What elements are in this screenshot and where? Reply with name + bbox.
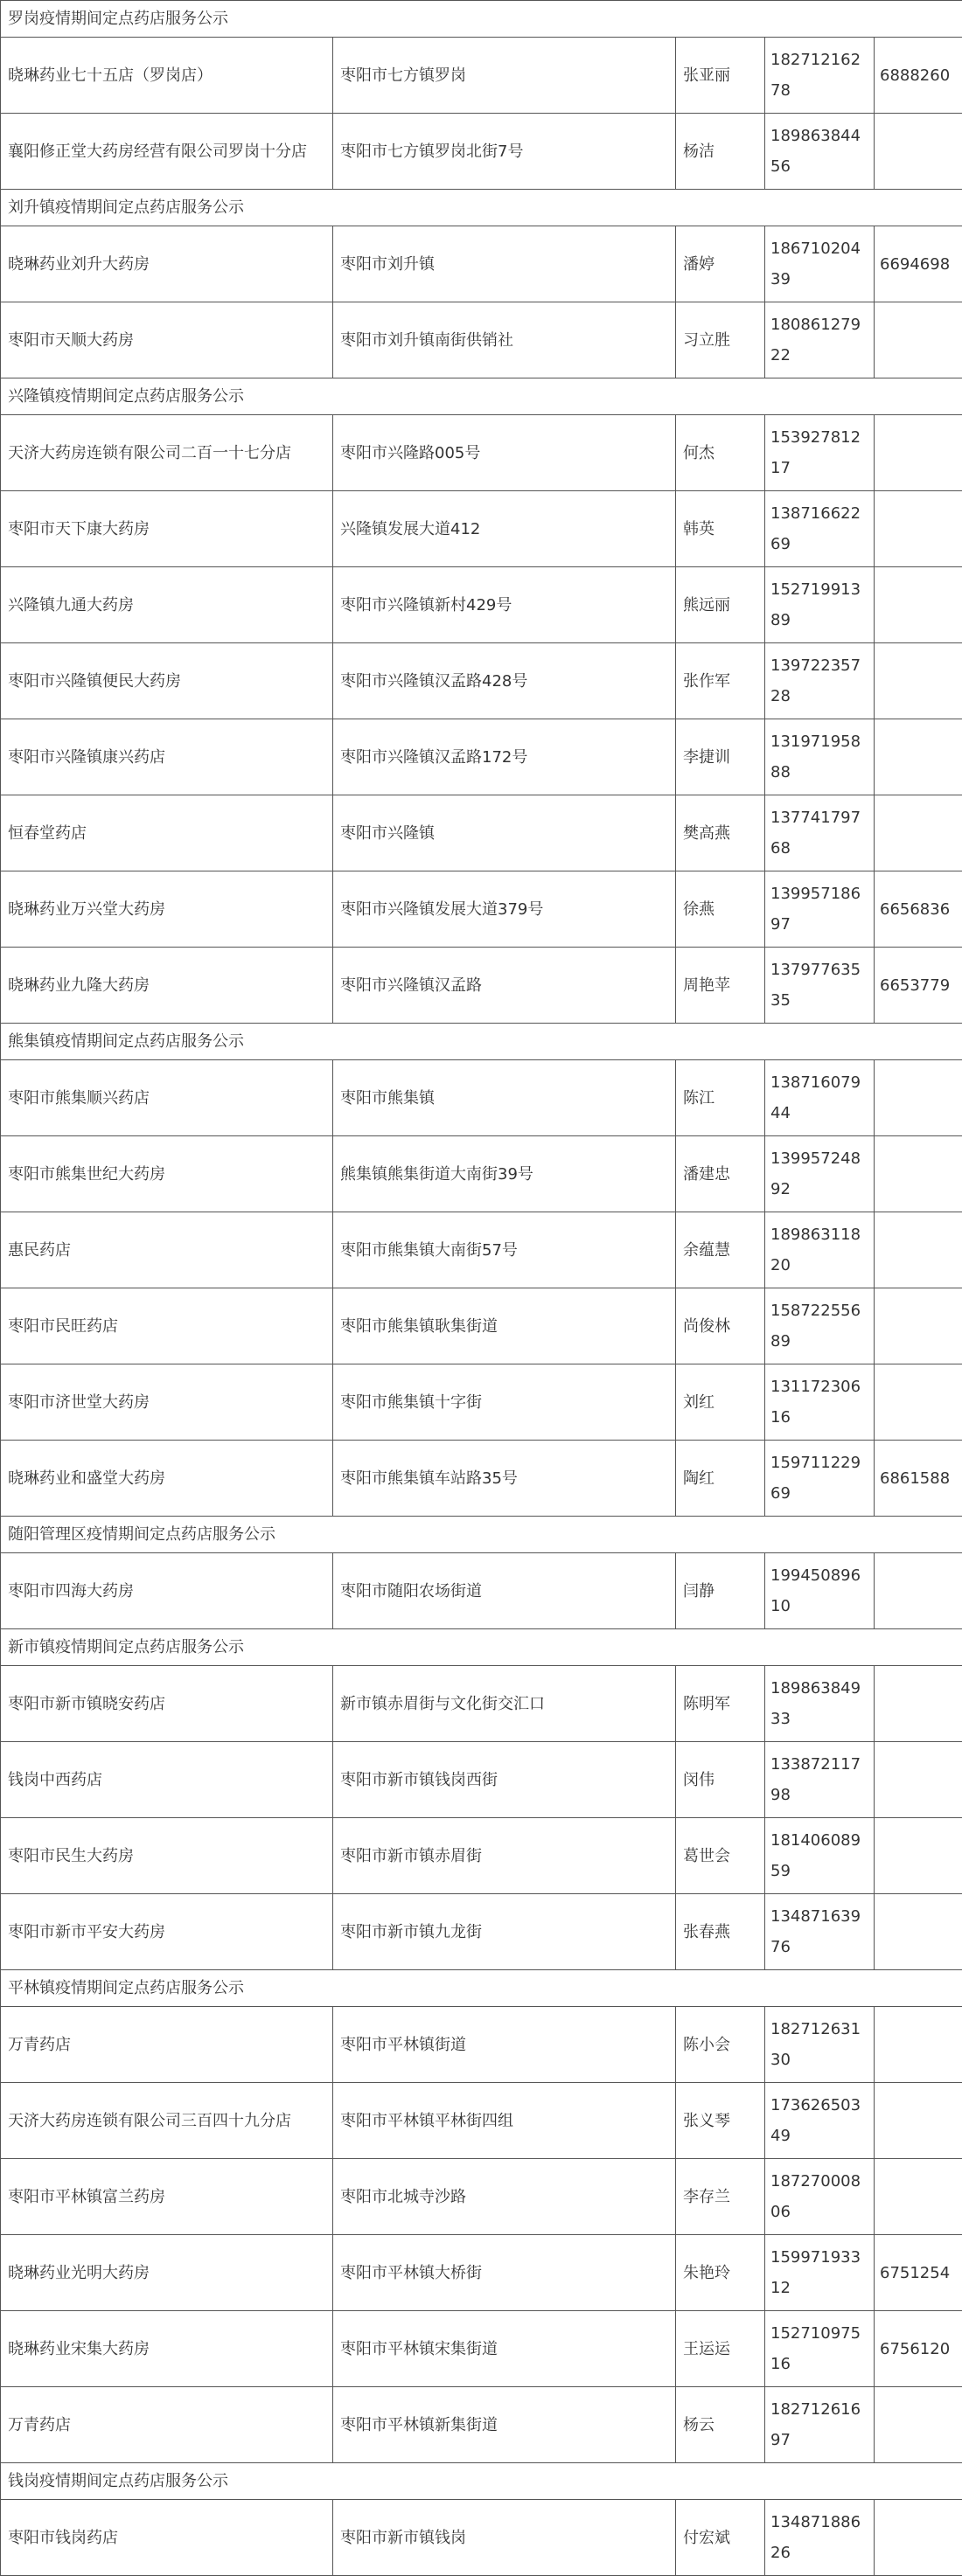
contact-person-cell: 陈明军	[676, 1666, 765, 1742]
landline-phone-cell	[875, 643, 962, 719]
landline-phone-cell: 6653779	[875, 948, 962, 1024]
contact-person-cell: 闵伟	[676, 1742, 765, 1818]
contact-person-cell: 周艳苹	[676, 948, 765, 1024]
pharmacy-name-cell: 晓琳药业九隆大药房	[1, 948, 333, 1024]
mobile-phone-cell: 13487188626	[765, 2500, 875, 2576]
pharmacy-name-cell: 恒春堂药店	[1, 795, 333, 871]
mobile-phone-cell: 19945089610	[765, 1553, 875, 1629]
pharmacy-name-cell: 枣阳市平林镇富兰药房	[1, 2159, 333, 2235]
contact-person-cell: 陶红	[676, 1441, 765, 1517]
mobile-phone-cell: 18986384933	[765, 1666, 875, 1742]
mobile-phone-cell: 18271261697	[765, 2387, 875, 2463]
landline-phone-cell: 6656836	[875, 871, 962, 948]
address-cell: 枣阳市熊集镇耿集街道	[333, 1288, 676, 1364]
landline-phone-cell	[875, 2387, 962, 2463]
pharmacy-table-body	[1, 1, 962, 2576]
address-cell: 枣阳市七方镇罗岗	[333, 38, 676, 114]
contact-person-cell: 刘红	[676, 1364, 765, 1441]
table-row	[1, 226, 962, 302]
landline-phone-cell: 6756120	[875, 2311, 962, 2387]
pharmacy-name-cell: 钱岗中西药店	[1, 1742, 333, 1818]
mobile-phone-cell: 15997193312	[765, 2235, 875, 2311]
contact-person-cell: 习立胜	[676, 302, 765, 378]
address-cell: 枣阳市新市镇九龙街	[333, 1894, 676, 1970]
contact-person-cell: 张春燕	[676, 1894, 765, 1970]
contact-person-cell: 潘建忠	[676, 1136, 765, 1212]
contact-person-cell: 葛世会	[676, 1818, 765, 1894]
table-row	[1, 302, 962, 378]
mobile-phone-cell: 18727000806	[765, 2159, 875, 2235]
section-title: 新市镇疫情期间定点药店服务公示	[1, 1629, 962, 1666]
mobile-phone-cell: 15271991389	[765, 567, 875, 643]
landline-phone-cell: 6751254	[875, 2235, 962, 2311]
mobile-phone-cell: 18086127922	[765, 302, 875, 378]
table-row	[1, 1894, 962, 1970]
pharmacy-name-cell: 晓琳药业万兴堂大药房	[1, 871, 333, 948]
contact-person-cell: 杨洁	[676, 114, 765, 190]
landline-phone-cell	[875, 415, 962, 491]
address-cell: 枣阳市兴隆镇汉孟路428号	[333, 643, 676, 719]
landline-phone-cell	[875, 1742, 962, 1818]
table-row	[1, 1288, 962, 1364]
pharmacy-name-cell: 晓琳药业光明大药房	[1, 2235, 333, 2311]
mobile-phone-cell: 18271263130	[765, 2007, 875, 2083]
section-header-row	[1, 190, 962, 226]
pharmacy-name-cell: 枣阳市天下康大药房	[1, 491, 333, 567]
mobile-phone-cell: 13972235728	[765, 643, 875, 719]
table-row	[1, 2500, 962, 2576]
table-row	[1, 2311, 962, 2387]
section-title: 刘升镇疫情期间定点药店服务公示	[1, 190, 962, 226]
landline-phone-cell	[875, 1060, 962, 1136]
contact-person-cell: 张亚丽	[676, 38, 765, 114]
mobile-phone-cell: 13871607944	[765, 1060, 875, 1136]
contact-person-cell: 李存兰	[676, 2159, 765, 2235]
address-cell: 枣阳市新市镇钱岗西街	[333, 1742, 676, 1818]
pharmacy-name-cell: 枣阳市熊集世纪大药房	[1, 1136, 333, 1212]
address-cell: 枣阳市兴隆镇汉孟路	[333, 948, 676, 1024]
landline-phone-cell	[875, 2083, 962, 2159]
address-cell: 枣阳市熊集镇车站路35号	[333, 1441, 676, 1517]
section-title: 随阳管理区疫情期间定点药店服务公示	[1, 1517, 962, 1553]
address-cell: 枣阳市新市镇钱岗	[333, 2500, 676, 2576]
address-cell: 枣阳市兴隆镇	[333, 795, 676, 871]
address-cell: 枣阳市兴隆镇发展大道379号	[333, 871, 676, 948]
table-row	[1, 2387, 962, 2463]
pharmacy-name-cell: 天济大药房连锁有限公司二百一十七分店	[1, 415, 333, 491]
table-row	[1, 567, 962, 643]
table-row	[1, 1441, 962, 1517]
table-row	[1, 1666, 962, 1742]
address-cell: 枣阳市新市镇赤眉街	[333, 1818, 676, 1894]
mobile-phone-cell: 18986311820	[765, 1212, 875, 1288]
section-header-row	[1, 378, 962, 415]
contact-person-cell: 何杰	[676, 415, 765, 491]
address-cell: 枣阳市兴隆镇新村429号	[333, 567, 676, 643]
mobile-phone-cell: 18140608959	[765, 1818, 875, 1894]
pharmacy-name-cell: 枣阳市新市平安大药房	[1, 1894, 333, 1970]
table-row	[1, 1060, 962, 1136]
contact-person-cell: 樊高燕	[676, 795, 765, 871]
mobile-phone-cell: 18271216278	[765, 38, 875, 114]
section-header-row	[1, 1517, 962, 1553]
table-row	[1, 643, 962, 719]
table-row	[1, 415, 962, 491]
landline-phone-cell	[875, 1136, 962, 1212]
section-title: 兴隆镇疫情期间定点药店服务公示	[1, 378, 962, 415]
landline-phone-cell	[875, 2500, 962, 2576]
pharmacy-name-cell: 枣阳市民旺药店	[1, 1288, 333, 1364]
contact-person-cell: 杨云	[676, 2387, 765, 2463]
pharmacy-name-cell: 枣阳市熊集顺兴药店	[1, 1060, 333, 1136]
table-row	[1, 1553, 962, 1629]
contact-person-cell: 闫静	[676, 1553, 765, 1629]
mobile-phone-cell: 18671020439	[765, 226, 875, 302]
address-cell: 枣阳市刘升镇南街供销社	[333, 302, 676, 378]
contact-person-cell: 韩英	[676, 491, 765, 567]
mobile-phone-cell: 17362650349	[765, 2083, 875, 2159]
section-title: 钱岗疫情期间定点药店服务公示	[1, 2463, 962, 2500]
table-row	[1, 2159, 962, 2235]
landline-phone-cell	[875, 567, 962, 643]
pharmacy-name-cell: 枣阳市四海大药房	[1, 1553, 333, 1629]
table-row	[1, 1742, 962, 1818]
mobile-phone-cell: 13995724892	[765, 1136, 875, 1212]
contact-person-cell: 张作军	[676, 643, 765, 719]
mobile-phone-cell: 18986384456	[765, 114, 875, 190]
table-row	[1, 38, 962, 114]
landline-phone-cell	[875, 1553, 962, 1629]
address-cell: 枣阳市平林镇街道	[333, 2007, 676, 2083]
address-cell: 枣阳市平林镇大桥街	[333, 2235, 676, 2311]
mobile-phone-cell: 15872255689	[765, 1288, 875, 1364]
section-title: 罗岗疫情期间定点药店服务公示	[1, 1, 962, 38]
contact-person-cell: 王运运	[676, 2311, 765, 2387]
address-cell: 枣阳市平林镇宋集街道	[333, 2311, 676, 2387]
section-title: 熊集镇疫情期间定点药店服务公示	[1, 1024, 962, 1060]
landline-phone-cell: 6861588	[875, 1441, 962, 1517]
table-row	[1, 2083, 962, 2159]
mobile-phone-cell: 13197195888	[765, 719, 875, 795]
landline-phone-cell	[875, 1894, 962, 1970]
address-cell: 兴隆镇发展大道412	[333, 491, 676, 567]
table-row	[1, 1364, 962, 1441]
table-row	[1, 871, 962, 948]
mobile-phone-cell: 15271097516	[765, 2311, 875, 2387]
pharmacy-name-cell: 枣阳市兴隆镇康兴药店	[1, 719, 333, 795]
mobile-phone-cell: 13117230616	[765, 1364, 875, 1441]
mobile-phone-cell: 13774179768	[765, 795, 875, 871]
address-cell: 新市镇赤眉街与文化街交汇口	[333, 1666, 676, 1742]
contact-person-cell: 李捷训	[676, 719, 765, 795]
mobile-phone-cell: 15971122969	[765, 1441, 875, 1517]
landline-phone-cell: 6694698	[875, 226, 962, 302]
pharmacy-name-cell: 天济大药房连锁有限公司三百四十九分店	[1, 2083, 333, 2159]
pharmacy-name-cell: 枣阳市钱岗药店	[1, 2500, 333, 2576]
pharmacy-name-cell: 万青药店	[1, 2007, 333, 2083]
landline-phone-cell	[875, 719, 962, 795]
mobile-phone-cell: 13995718697	[765, 871, 875, 948]
landline-phone-cell	[875, 1666, 962, 1742]
table-row	[1, 2007, 962, 2083]
table-row	[1, 1136, 962, 1212]
mobile-phone-cell: 13487163976	[765, 1894, 875, 1970]
pharmacy-name-cell: 兴隆镇九通大药房	[1, 567, 333, 643]
contact-person-cell: 朱艳玲	[676, 2235, 765, 2311]
table-row	[1, 491, 962, 567]
contact-person-cell: 熊远丽	[676, 567, 765, 643]
contact-person-cell: 余蕴慧	[676, 1212, 765, 1288]
address-cell: 枣阳市熊集镇大南街57号	[333, 1212, 676, 1288]
mobile-phone-cell: 13387211798	[765, 1742, 875, 1818]
address-cell: 枣阳市刘升镇	[333, 226, 676, 302]
landline-phone-cell	[875, 1212, 962, 1288]
section-header-row	[1, 1024, 962, 1060]
address-cell: 枣阳市北城寺沙路	[333, 2159, 676, 2235]
address-cell: 枣阳市随阳农场街道	[333, 1553, 676, 1629]
landline-phone-cell	[875, 114, 962, 190]
address-cell: 枣阳市熊集镇	[333, 1060, 676, 1136]
table-row	[1, 2235, 962, 2311]
contact-person-cell: 付宏斌	[676, 2500, 765, 2576]
contact-person-cell: 尚俊林	[676, 1288, 765, 1364]
pharmacy-name-cell: 襄阳修正堂大药房经营有限公司罗岗十分店	[1, 114, 333, 190]
landline-phone-cell	[875, 491, 962, 567]
pharmacy-name-cell: 枣阳市民生大药房	[1, 1818, 333, 1894]
landline-phone-cell	[875, 1288, 962, 1364]
section-header-row	[1, 1629, 962, 1666]
contact-person-cell: 徐燕	[676, 871, 765, 948]
section-title: 平林镇疫情期间定点药店服务公示	[1, 1970, 962, 2007]
pharmacy-name-cell: 晓琳药业刘升大药房	[1, 226, 333, 302]
landline-phone-cell	[875, 795, 962, 871]
mobile-phone-cell: 13871662269	[765, 491, 875, 567]
section-header-row	[1, 1, 962, 38]
table-row	[1, 1212, 962, 1288]
address-cell: 枣阳市熊集镇十字街	[333, 1364, 676, 1441]
pharmacy-name-cell: 万青药店	[1, 2387, 333, 2463]
contact-person-cell: 张义琴	[676, 2083, 765, 2159]
table-row	[1, 1818, 962, 1894]
address-cell: 枣阳市兴隆路005号	[333, 415, 676, 491]
section-header-row	[1, 1970, 962, 2007]
landline-phone-cell	[875, 2159, 962, 2235]
address-cell: 枣阳市平林镇新集街道	[333, 2387, 676, 2463]
pharmacy-name-cell: 枣阳市兴隆镇便民大药房	[1, 643, 333, 719]
landline-phone-cell	[875, 302, 962, 378]
pharmacy-name-cell: 晓琳药业七十五店（罗岗店）	[1, 38, 333, 114]
contact-person-cell: 潘婷	[676, 226, 765, 302]
mobile-phone-cell: 15392781217	[765, 415, 875, 491]
address-cell: 熊集镇熊集街道大南街39号	[333, 1136, 676, 1212]
table-row	[1, 114, 962, 190]
pharmacy-name-cell: 枣阳市新市镇晓安药店	[1, 1666, 333, 1742]
contact-person-cell: 陈小会	[676, 2007, 765, 2083]
table-row	[1, 948, 962, 1024]
landline-phone-cell	[875, 1364, 962, 1441]
pharmacy-name-cell: 惠民药店	[1, 1212, 333, 1288]
pharmacy-name-cell: 晓琳药业宋集大药房	[1, 2311, 333, 2387]
address-cell: 枣阳市七方镇罗岗北街7号	[333, 114, 676, 190]
pharmacy-name-cell: 枣阳市天顺大药房	[1, 302, 333, 378]
landline-phone-cell	[875, 2007, 962, 2083]
address-cell: 枣阳市兴隆镇汉孟路172号	[333, 719, 676, 795]
landline-phone-cell	[875, 1818, 962, 1894]
address-cell: 枣阳市平林镇平林街四组	[333, 2083, 676, 2159]
landline-phone-cell: 6888260	[875, 38, 962, 114]
pharmacy-name-cell: 晓琳药业和盛堂大药房	[1, 1441, 333, 1517]
table-row	[1, 795, 962, 871]
contact-person-cell: 陈江	[676, 1060, 765, 1136]
section-header-row	[1, 2463, 962, 2500]
mobile-phone-cell: 13797763535	[765, 948, 875, 1024]
pharmacy-name-cell: 枣阳市济世堂大药房	[1, 1364, 333, 1441]
table-row	[1, 719, 962, 795]
